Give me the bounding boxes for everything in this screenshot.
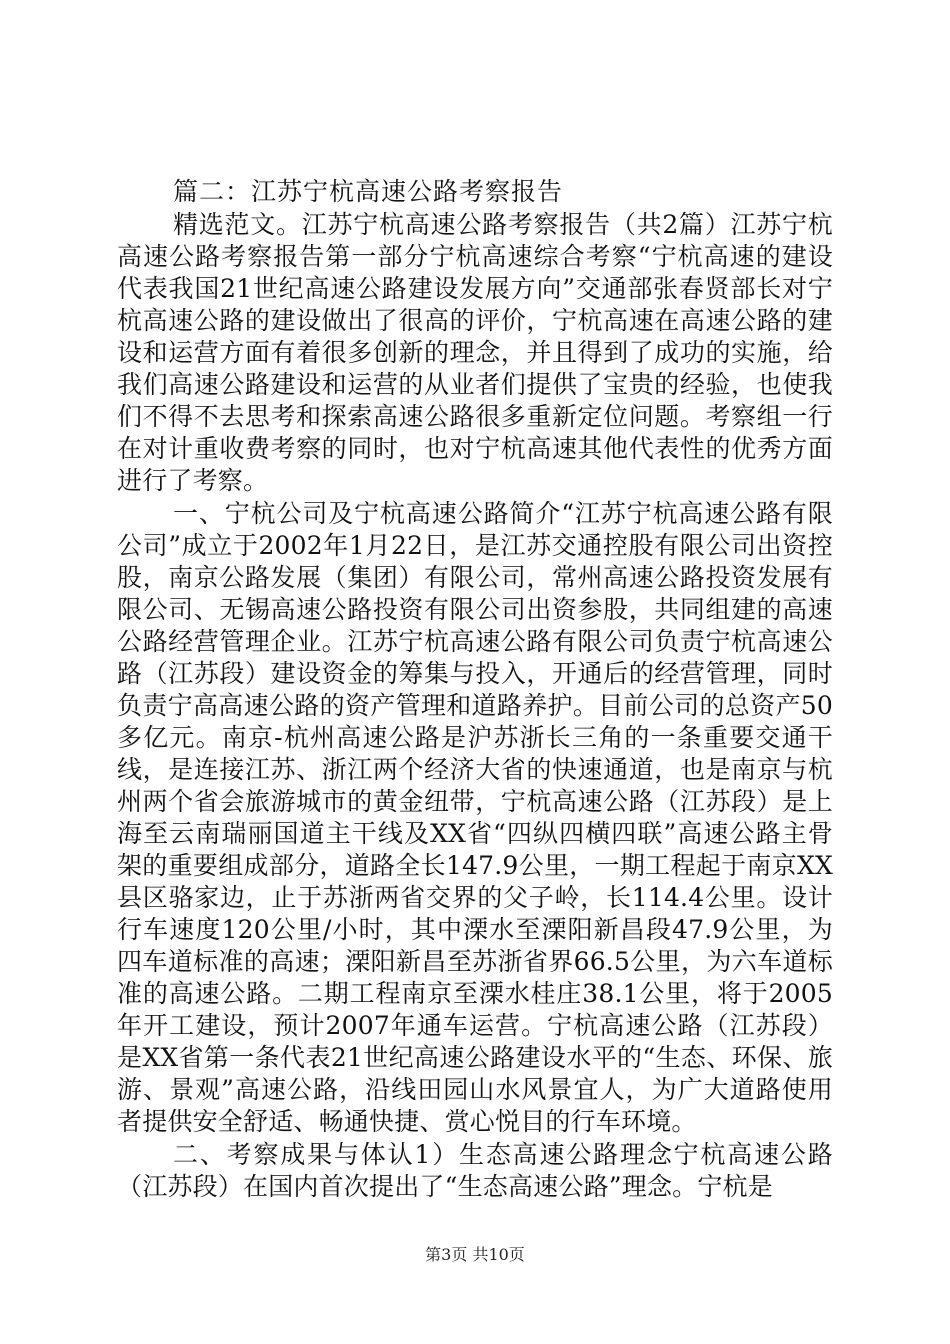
paragraph-intro: 精选范文。江苏宁杭高速公路考察报告（共2篇）江苏宁杭高速公路考察报告第一部分宁杭高速综合考察“宁杭高速的建设代表我国21世纪高速公路建设发展方向”交通部张春贤部长对宁杭高速公路的建设做出了很高的评价，宁杭高速在高速公路的建设和运营方面有着很多创新的理念，并且得到了成功的实施，给我们高速公路建设和运营的从业者们提供了宝贵的经验，也使我们不得不去思考和探索高速公路很多重新定位问题。考察组一行在对计重收费考察的同时，也对宁杭高速其他代表性的优秀方面进行了考察。 — [117, 210, 833, 495]
paragraph-findings: 二、考察成果与体认1）生态高速公路理念宁杭高速公路（江苏段）在国内首次提出了“生态高速公路”理念。宁杭是 — [117, 1140, 833, 1201]
section-heading: 篇二：江苏宁杭高速公路考察报告 — [173, 177, 564, 206]
paragraph-company-overview: 一、宁杭公司及宁杭高速公路简介“江苏宁杭高速公路有限公司”成立于2002年1月22日，是江苏交通控股有限公司出资控股，南京公路发展（集团）有限公司，常州高速公路投资发展有限公司、无锡高速公路投资有限公司出资参股，共同组建的高速公路经营管理企业。江苏宁杭高速公路有限公司负责宁杭高速公路（江苏段）建设资金的筹集与投入，开通后的经营管理，同时负责宁高高速公路的资产管理和道路养护。目前公司的总资产50多亿元。南京-杭州高速公路是沪苏浙长三角的一条重要交通干线，是连接江苏、浙江两个经济大省的快速通道，也是南京与杭州两个省会旅游城市的黄金纽带，宁杭高速公路（江苏段）是上海至云南瑞丽国道主干线及XX省“四纵四横四联”高速公路主骨架的重要组成部分，道路全长147.9公里，一期工程起于南京XX县区骆家边，止于苏浙两省交界的父子岭，长114.4公里。设计行车速度120公里/小时，其中溧水至溧阳新昌段47.9公里，为四车道标准的高速；溧阳新昌至苏浙省界66.5公里，为六车道标准的高速公路。二期工程南京至溧水桂庄38.1公里，将于2005年开工建设，预计2007年通车运营。宁杭高速公路（江苏段）是XX省第一条代表21世纪高速公路建设水平的“生态、环保、旅游、景观”高速公路，沿线田园山水风景宜人，为广大道路使用者提供安全舒适、畅通快捷、赏心悦目的行车环境。 — [117, 499, 833, 1136]
page-footer: 第3页 共10页 — [425, 1245, 525, 1264]
document-body — [117, 176, 833, 1204]
